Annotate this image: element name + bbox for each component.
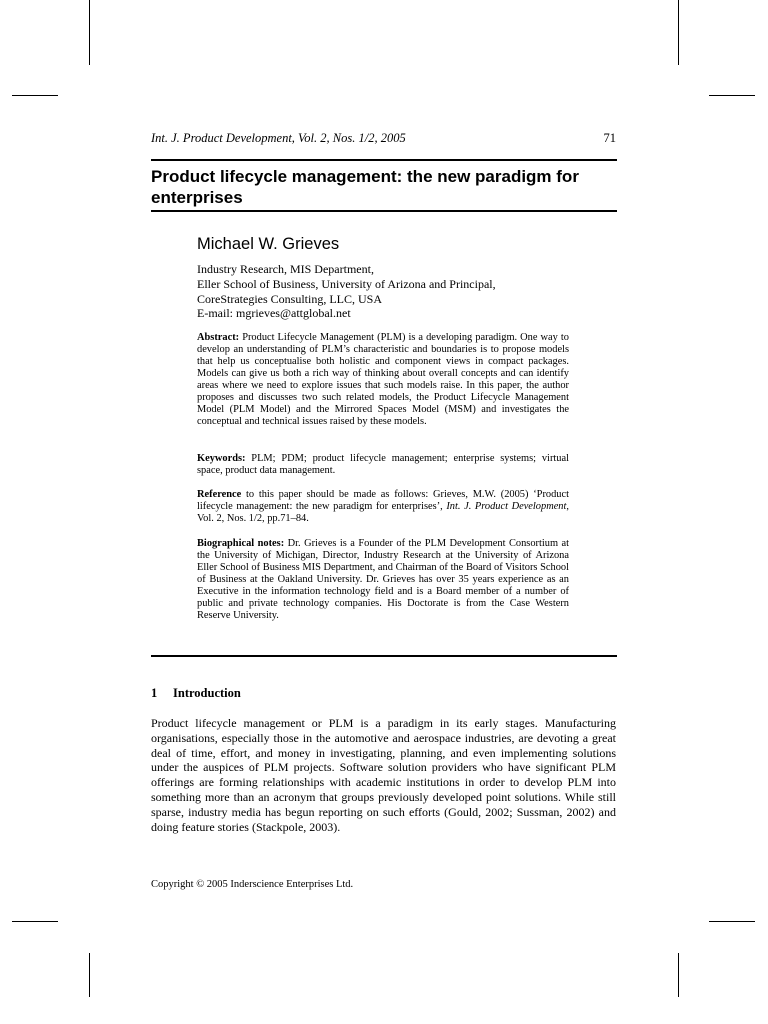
reference-journal: Int. J. Product Development [446, 500, 567, 512]
biographical-notes [197, 538, 569, 622]
bio-text: Dr. Grieves is a Founder of the PLM Development Consortium at the University of Michigan, Director, Industry Research at the University of Arizona Eller School of Business MIS Department, and Chairman of the Board of Visitors School of Business at the Oakland University. Dr. Grieves has over 35 years experience as an Executive in the information technology field and is a Board member of a number of public and private technology companies. His Doctorate is from the Case Western Reserve University. [197, 538, 569, 621]
keywords-label: Keywords: [197, 453, 246, 464]
title-top-rule [151, 159, 617, 161]
section-number: 1 [151, 686, 158, 700]
front-matter-bottom-rule [151, 655, 617, 657]
reference-text: to this paper should be made as follows: Grieves, M.W. (2005) ‘Product lifecycle management: the new paradigm for enterprises’, [197, 489, 569, 512]
crop-mark-bottom-right-vertical [678, 953, 679, 997]
keywords-text: PLM; PDM; product lifecycle management; enterprise systems; virtual space, product data management. [197, 453, 569, 476]
author-email: E-mail: mgrieves@attglobal.net [197, 306, 351, 321]
abstract-label: Abstract: [197, 332, 240, 343]
affiliation-line: CoreStrategies Consulting, LLC, USA [197, 291, 382, 306]
page-number: 71 [603, 131, 616, 145]
title-bottom-rule [151, 210, 617, 212]
author-name: Michael W. Grieves [197, 235, 340, 253]
citation-reference [197, 489, 569, 525]
crop-mark-bottom-right-horizontal [709, 921, 755, 922]
crop-mark-top-right-horizontal [709, 95, 755, 96]
keywords [197, 453, 569, 477]
section-title: Introduction [173, 686, 241, 700]
reference-details: , Vol. 2, Nos. 1/2, pp.71–84. [197, 500, 569, 524]
crop-mark-top-left-horizontal [12, 95, 58, 96]
affiliation-line: Eller School of Business, University of Arizona and Principal, [197, 276, 496, 291]
abstract [197, 332, 569, 428]
abstract-text: Product Lifecycle Management (PLM) is a developing paradigm. One way to develop an understanding of PLM’s characteristic and boundaries is to propose models that help us conceptualise both holistic and component views in compact packages. Models can give us both a rich way of thinking about overall concepts and can identify areas where we need to explore issues that such models raise. In this paper, the author proposes and discusses two such related models, the Product Lifecycle Management Model (PLM Model) and the Mirrored Spaces Model (MSM) and investigates the conceptual and technical issues raised by these models. [197, 332, 569, 427]
copyright-notice: Copyright © 2005 Inderscience Enterprises Ltd. [151, 879, 354, 890]
crop-mark-bottom-left-vertical [89, 953, 90, 997]
affiliation-line: Industry Research, MIS Department, [197, 262, 374, 276]
running-header [151, 131, 616, 146]
reference-label: Reference [197, 489, 242, 500]
crop-mark-top-left-vertical [89, 0, 90, 65]
section-heading [151, 686, 241, 701]
author-affiliation [197, 262, 496, 321]
journal-citation: Int. J. Product Development, Vol. 2, Nos. 1/2, 2005 [151, 131, 406, 145]
bio-label: Biographical notes: [197, 538, 285, 549]
crop-mark-bottom-left-horizontal [12, 921, 58, 922]
crop-mark-top-right-vertical [678, 0, 679, 65]
paper-title: Product lifecycle management: the new paradigm for enterprises [151, 167, 579, 207]
introduction-paragraph: Product lifecycle management or PLM is a paradigm in its early stages. Manufacturing organisations, especially those in the automotive and aerospace industries, are devoting a great deal of time, effort, and money in investigating, planning, and even implementing solutions under the auspices of PLM projects. Software solution providers who have significant PLM offerings are forming relationships with academic institutions in order to develop PLM into something more than an acronym that groups previously developed point solutions. While still sparse, industry media has begun reporting on such efforts (Gould, 2002; Sussman, 2002) and doing feature stories (Stackpole, 2003). [151, 716, 616, 834]
